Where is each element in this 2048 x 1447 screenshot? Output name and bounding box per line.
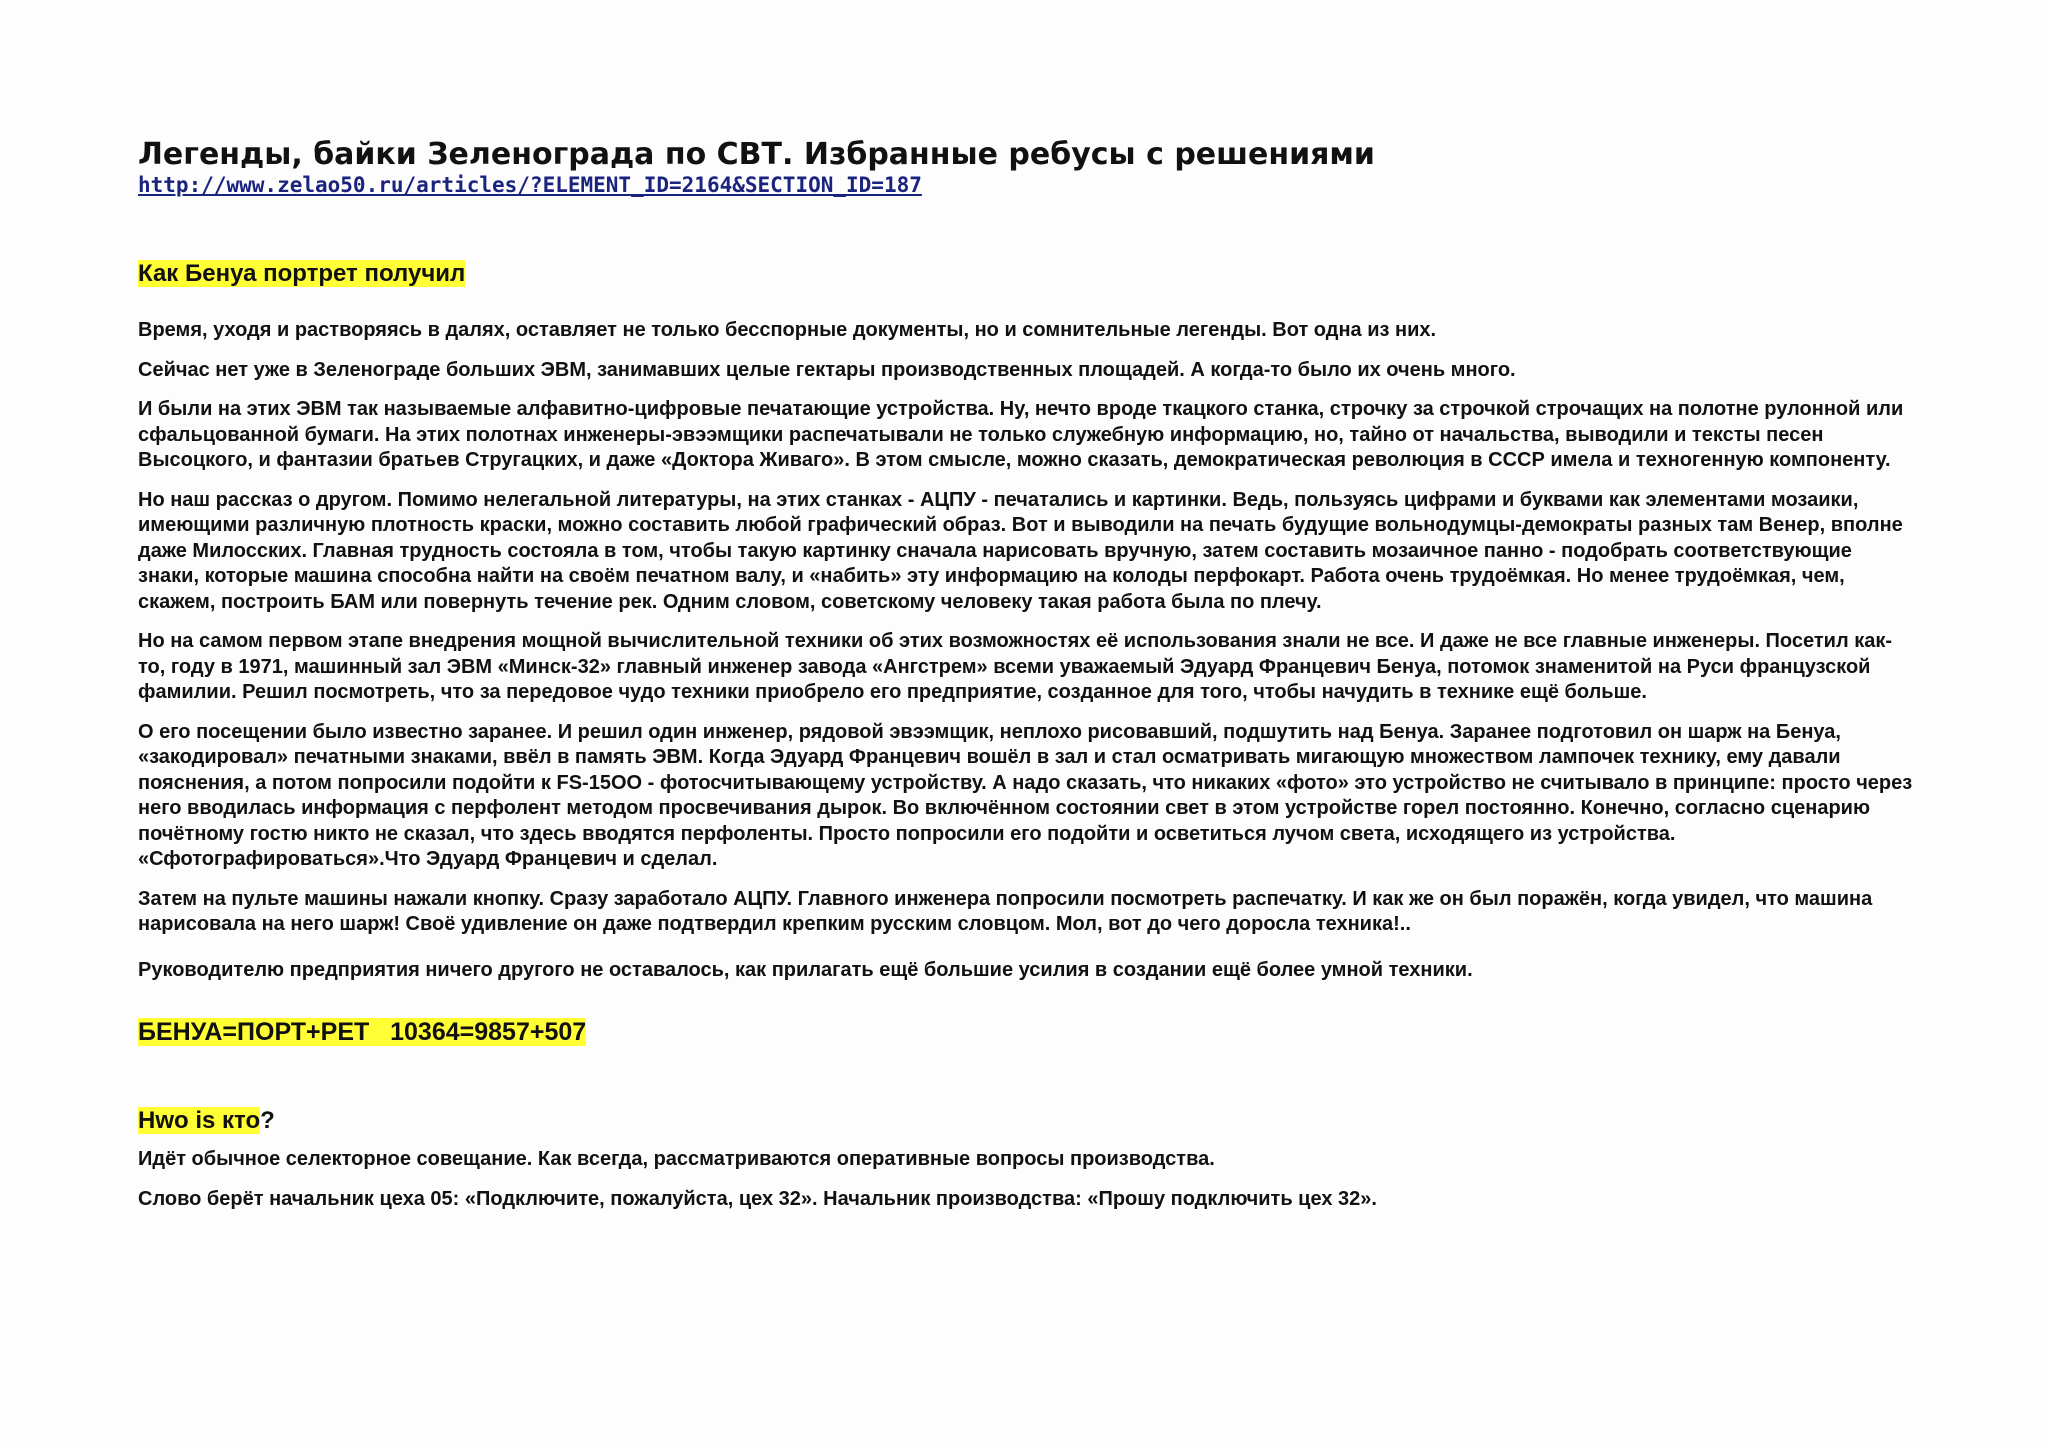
story1-paragraph-5: Но на самом первом этапе внедрения мощной вычислительной техники об этих возможностях её использования знали не все. И даже не все главные инженеры. Посетил как-то, году в 1971, машинный зал ЭВМ «Минск-32» главный инженер завода «Ангстрем» всеми уважаемый Эдуард Францевич Бенуа, потомок знаменитой на Руси французской фамилии. Решил посмотреть, что за передовое чудо техники приобрело его предприятие, созданное для того, чтобы начудить в технике ещё больше.: [138, 630, 1893, 703]
rebus-solution-text: БЕНУА=ПОРТ+РЕТ 10364=9857+507: [138, 1018, 587, 1046]
document-title: Легенды, байки Зеленограда по СВТ. Избранные ребусы с решениями: [138, 137, 1375, 172]
story1-paragraph-1: Время, уходя и растворяясь в далях, оставляет не только бесспорные документы, но и сомнительные легенды. Вот одна из них.: [138, 319, 1437, 341]
story1-paragraph-7: Затем на пульте машины нажали кнопку. Сразу заработало АЦПУ. Главного инженера попросили посмотреть распечатку. И как же он был поражён, когда увидел, что машина нарисовала на него шарж! Своё удивление он даже подтвердил крепким русским словцом. Мол, вот до чего доросла техника!..: [138, 887, 1873, 935]
story1-paragraph-6: О его посещении было известно заранее. И решил один инженер, рядовой эвээмщик, неплохо рисовавший, подшутить над Бенуа. Заранее подготовил он шарж на Бенуа, «закодировал» печатными знаками, ввёл в память ЭВМ. Когда Эдуард Францевич вошёл в зал и стал осматривать мигающую множеством лампочек технику, ему давали пояснения, а потом попросили подойти к FS-15OO - фотосчитывающему устройству. А надо сказать, что никаких «фото» это устройство не считывало в принципе: просто через него вводилась информация с перфолент методом просвечивания дырок. Во включённом состоянии свет в этом устройстве горел постоянно. Конечно, согласно сценарию почётному гостю никто не сказал, что здесь вводятся перфоленты. Просто попросили его подойти и осветиться лучом света, исходящего из устройства. «Сфотографироваться».Что Эдуард Францевич и сделал.: [138, 720, 1913, 870]
story1-heading-text: Как Бенуа портрет получил: [138, 260, 466, 287]
story2-heading: [138, 1107, 1918, 1135]
story2-heading-tail: ?: [260, 1107, 275, 1134]
story1-paragraph-3: И были на этих ЭВМ так называемые алфавитно-цифровые печатающие устройства. Ну, нечто вроде ткацкого станка, строчку за строчкой строчащих на полотне рулонной или сфальцованной бумаги. На этих полотнах инженеры-эвээмщики распечатывали не только служебную информацию, но, тайно от начальства, выводили и тексты песен Высоцкого, и фантазии братьев Стругацких, и даже «Доктора Живаго». В этом смысле, можно сказать, демократическая революция в СССР имела и техногенную компоненту.: [138, 398, 1904, 471]
story1-paragraph-8: Руководителю предприятия ничего другого не оставалось, как прилагать ещё большие усилия в создании ещё более умной техники.: [138, 958, 1473, 981]
story2-heading-text: Hwo is кто: [138, 1107, 261, 1134]
story2-paragraph-2: Слово берёт начальник цеха 05: «Подключите, пожалуйста, цех 32». Начальник производства: «Прошу подключить цех 32».: [138, 1187, 1377, 1210]
story2-paragraph-1: Идёт обычное селекторное совещание. Как всегда, рассматриваются оперативные вопросы производства.: [138, 1148, 1215, 1170]
story1-heading: [138, 260, 1918, 288]
document-page: [138, 138, 1918, 1212]
source-link[interactable]: http://www.zelao50.ru/articles/?ELEMENT_ID=2164&SECTION_ID=187: [138, 173, 922, 197]
rebus-solution: [138, 1017, 1918, 1047]
story1-paragraph-4: Но наш рассказ о другом. Помимо нелегальной литературы, на этих станках - АЦПУ - печатались и картинки. Ведь, пользуясь цифрами и буквами как элементами мозаики, имеющими различную плотность краски, можно составить любой графический образ. Вот и выводили на печать будущие вольнодумцы-демократы разных там Венер, вполне даже Милосских. Главная трудность состояла в том, чтобы такую картинку сначала нарисовать вручную, затем составить мозаичное панно - подобрать соответствующие знаки, которые машина способна найти на своём печатном валу, и «набить» эту информацию на колоды перфокарт. Работа очень трудоёмкая. Но менее трудоёмкая, чем, скажем, построить БАМ или повернуть течение рек. Одним словом, советскому человеку такая работа была по плечу.: [138, 488, 1903, 613]
story1-paragraph-2: Сейчас нет уже в Зеленограде больших ЭВМ, занимавших целые гектары производственных площадей. А когда-то было их очень много.: [138, 358, 1516, 381]
